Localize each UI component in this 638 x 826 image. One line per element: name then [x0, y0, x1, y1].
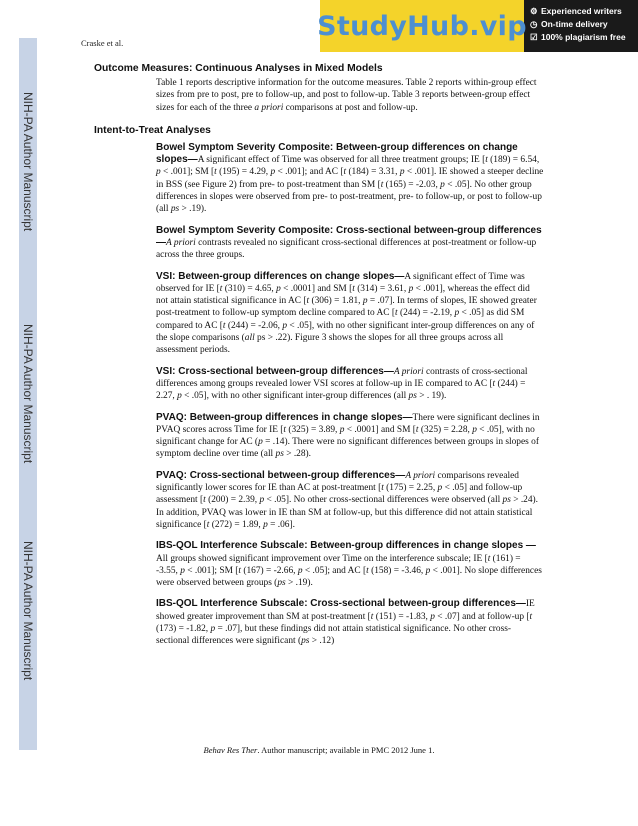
subsection-text: All groups showed significant improvement over Time on the interference subscale; IE [t (161) = -3.55, p < .001]; SM [t (167) = -2.66, p < .05]; and AC [t (158) = -3.46, p < .001]. No slope differences were observed between groups (ps > .19).: [156, 553, 542, 589]
subsection-title: Bowel Symptom Severity Composite: Between-group differences on change slopes—: [156, 141, 518, 166]
subsection-title: PVAQ: Cross-sectional between-group differences—: [156, 469, 406, 481]
subsection-text: A significant effect of Time was observed for all three treatment groups; IE [t (189) = 6.54, p < .001]; SM [t (195) = 4.29, p < .001]; and AC [t (184) = 3.31, p < .001]. IE showed a steeper decline in BSS (see Figure 2) from pre- to post-treatment than SM [t (165) = -2.03, p < .05]. No other group differences in slopes were observed from pre- to post-treatment, pre- to follow-up, or post to follow-up (all ps > .19).: [156, 155, 544, 215]
subsection-text: A priori comparisons revealed significantly lower scores for IE than AC at post-treatment [t (175) = 2.25, p < .05] and follow-up assessment [t (200) = 2.39, p < .05]. No other cross-sectional differences were observed (all ps > .24). In addition, PVAQ was lower in IE than SM at follow-up, but this difference did not attain statistical significance [t (272) = 1.89, p = .06].: [156, 470, 539, 530]
subsection-paragraph: [156, 598, 544, 647]
banner-feature-list: [530, 5, 626, 44]
subsection-text: A priori contrasts revealed no significant cross-sectional differences at post-treatment or follow-up across the three groups.: [156, 237, 537, 261]
paragraph: Table 1 reports descriptive information for the outcome measures. Table 2 reports within-group effect sizes from pre to post, pre to follow-up, and post to follow-up. Table 3 reports between-group effect sizes for each of the three a priori comparisons at post and follow-up.: [156, 78, 537, 113]
subsection-paragraph: [156, 540, 544, 589]
section-heading-itt: Intent-to-Treat Analyses: [94, 124, 211, 136]
subsection-text: A priori contrasts of cross-sectional differences among groups revealed lower VSI scores at follow-up in IE compared to AC [t (244) = 2.27, p < .05], with no other significant inter-group differences (all ps > . 19).: [156, 366, 528, 402]
subsection-title: VSI: Cross-sectional between-group differences—: [156, 365, 394, 377]
check-icon: ☑: [530, 32, 538, 42]
banner-feature: ☑ 100% plagiarism free: [530, 32, 626, 42]
running-head: Craske et al.: [81, 38, 124, 48]
subsection-paragraph: [156, 225, 544, 262]
subsection-paragraph: [156, 271, 544, 357]
subsection-text: IE showed greater improvement than SM at post-treatment [t (151) = -1.83, p < .07] and at follow-up [t (173) = -1.82, p = .07], but these findings did not attain statistical significance. No other cross-sectional differences were significant (ps > .12): [156, 599, 535, 647]
page-footer: Behav Res Ther. Author manuscript; available in PMC 2012 June 1.: [203, 745, 435, 755]
subsection-paragraph: [156, 470, 544, 531]
subsection-title: VSI: Between-group differences on change slopes—: [156, 270, 405, 282]
subsection-text: A significant effect of Time was observed for IE [t (310) = 4.65, p < .0001] and SM [t (314) = 3.61, p < .001], whereas the effect did not attain statistical significance in AC [t (306) = 1.81, p = .07]. In terms of slopes, IE showed greater post-treatment to follow-up symptom decline compared to AC [t (244) = -2.19, p < .05] as did SM compared to AC [t (244) = -2.06, p < .05], with no other significant inter-group differences on any of the slope comparisons (all ps > .22). Figure 3 shows the slopes for all three groups across all assessment periods.: [156, 271, 537, 356]
subsection-title: IBS-QOL Interference Subscale: Cross-sectional between-group differences—: [156, 598, 526, 610]
subsection-paragraph: [156, 366, 544, 403]
subsection-paragraph: [156, 142, 544, 216]
gear-icon: ⚙: [530, 6, 538, 16]
subsection-title: Bowel Symptom Severity Composite: Cross-sectional between-group differences—: [156, 224, 542, 248]
ad-banner[interactable]: [317, 0, 638, 52]
subsection-text: There were significant declines in PVAQ scores across Time for IE [t (325) = 3.89, p < .0001] and SM [t (325) = 2.28, p < .05], with no significant change for AC (p = .14). There were no significant differences between groups in slopes of symptom decline over time (all ps > .28).: [156, 412, 540, 460]
article-body: [94, 62, 544, 648]
subsection-paragraph: [156, 412, 544, 461]
banner-feature: ◷ On-time delivery: [530, 19, 608, 29]
subsection-title: PVAQ: Between-group differences in change slopes—: [156, 411, 413, 423]
section-heading-outcome: Outcome Measures: Continuous Analyses in Mixed Models: [94, 63, 383, 74]
clock-icon: ◷: [530, 19, 538, 29]
banner-logo[interactable]: StudyHub.vip: [320, 0, 524, 52]
subsection-title: IBS-QOL Interference Subscale: Between-group differences in change slopes —: [156, 540, 536, 552]
banner-feature: ⚙ Experienced writers: [530, 6, 622, 16]
